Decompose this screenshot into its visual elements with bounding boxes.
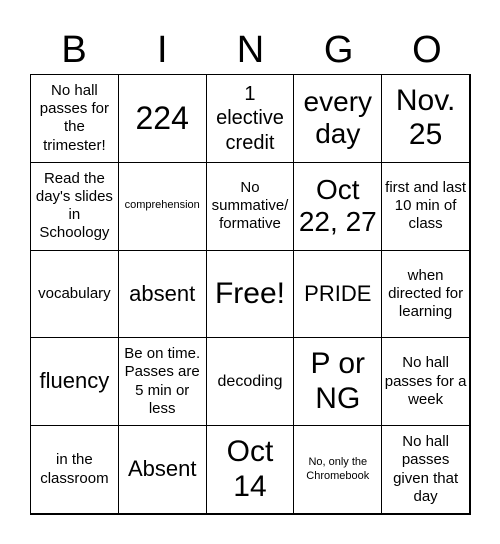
bingo-cell[interactable]: fluency [30, 337, 119, 426]
free-space-cell[interactable]: Free! [206, 250, 295, 339]
bingo-cell[interactable]: Oct 22, 27 [293, 162, 382, 251]
bingo-cell[interactable]: Absent [118, 425, 207, 514]
bingo-cell[interactable]: when directed for learning [381, 250, 470, 339]
bingo-cell[interactable]: Oct 14 [206, 425, 295, 514]
bingo-cell[interactable]: 1 elective credit [206, 74, 295, 163]
bingo-cell[interactable]: Be on time. Passes are 5 min or less [118, 337, 207, 426]
bingo-cell[interactable]: No hall passes for a week [381, 337, 470, 426]
header-letter-g: G [323, 28, 354, 71]
bingo-cell[interactable]: in the classroom [30, 425, 119, 514]
bingo-cell[interactable]: Read the day's slides in Schoology [30, 162, 119, 251]
bingo-cell[interactable]: No hall passes given that day [381, 425, 470, 514]
bingo-cell[interactable]: every day [293, 74, 382, 163]
bingo-cell[interactable]: No, only the Chromebook [293, 425, 382, 514]
bingo-cell[interactable]: first and last 10 min of class [381, 162, 470, 251]
bingo-cell[interactable]: Nov. 25 [381, 74, 470, 163]
header-letter-o: O [412, 28, 442, 71]
bingo-cell[interactable]: comprehension [118, 162, 207, 251]
bingo-cell[interactable]: P or NG [293, 337, 382, 426]
bingo-cell[interactable]: No summative/ formative [206, 162, 295, 251]
bingo-cell[interactable]: No hall passes for the trimester! [30, 74, 119, 163]
bingo-cell[interactable]: decoding [206, 337, 295, 426]
bingo-cell[interactable]: vocabulary [30, 250, 119, 339]
bingo-cell[interactable]: 224 [118, 74, 207, 163]
bingo-header [30, 28, 471, 72]
header-letter-b: B [61, 28, 87, 71]
bingo-cell[interactable]: PRIDE [293, 250, 382, 339]
bingo-card [30, 74, 471, 515]
bingo-cell[interactable]: absent [118, 250, 207, 339]
header-letter-i: I [157, 28, 168, 71]
header-letter-n: N [236, 28, 265, 71]
